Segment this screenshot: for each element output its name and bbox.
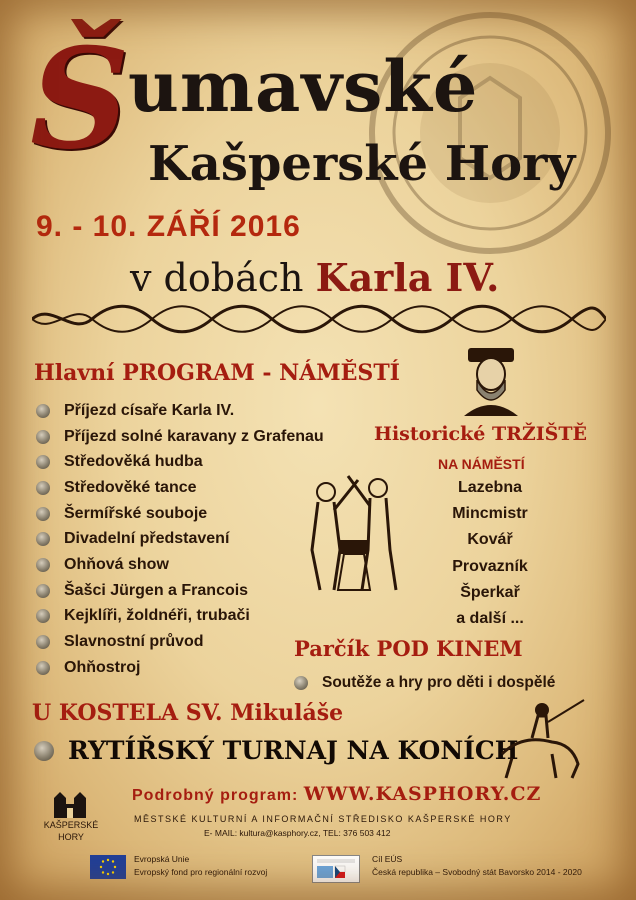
list-item <box>36 629 324 655</box>
ornament-divider-icon <box>32 302 606 336</box>
list-item <box>36 655 324 681</box>
list-item-label: Příjezd císaře Karla IV. <box>64 401 235 419</box>
stone-bullet-icon <box>36 558 50 572</box>
eu-line-2: Evropský fond pro regionální rozvoj <box>134 867 268 877</box>
list-item <box>36 552 324 578</box>
knight-icon <box>492 694 588 780</box>
list-item: Lazebna <box>457 479 522 496</box>
park-heading: Parčík POD KINEM <box>294 636 523 661</box>
title-initial: Š <box>30 17 130 180</box>
main-program-heading: Hlavní PROGRAM - NÁMĚSTÍ <box>34 360 400 386</box>
stone-bullet-icon <box>36 635 50 649</box>
list-item-label: Kejklíři, žoldnéři, trubači <box>64 607 250 625</box>
church-item-label: RYTÍŘSKÝ TURNAJ NA KONÍCH <box>68 736 519 765</box>
stone-bullet-icon <box>36 481 50 495</box>
list-item: Provazník <box>452 557 528 575</box>
logo-line-2: HORY <box>58 831 84 842</box>
blacksmiths-icon <box>298 470 408 600</box>
stone-bullet-icon <box>34 741 54 761</box>
list-item <box>36 475 324 501</box>
list-item-label: Středověké tance <box>64 478 197 496</box>
park-item-label: Soutěže a hry pro děti i dospělé <box>322 674 556 691</box>
stone-bullet-icon <box>36 532 50 546</box>
list-item-label: Šermířské souboje <box>64 504 208 522</box>
stone-bullet-icon <box>36 609 50 623</box>
contact-info: E- MAIL: kultura@kasphory.cz, TEL: 376 503 412 <box>204 828 391 838</box>
logo-line-1: KAŠPERSKÉ <box>43 820 99 830</box>
title-town: Kašperské Hory <box>148 136 576 192</box>
list-item-label: Šašci Jürgen a Francois <box>64 581 249 599</box>
king-portrait-icon <box>460 344 522 416</box>
main-program-list <box>36 398 324 681</box>
list-item <box>36 526 324 552</box>
list-item-label: Slavnostní průvod <box>64 633 204 651</box>
list-item <box>36 604 324 630</box>
stone-bullet-icon <box>36 455 50 469</box>
program-label: Podrobný program: <box>132 787 299 804</box>
town-logo-text <box>36 820 106 843</box>
stone-bullet-icon <box>294 676 308 690</box>
market-subheading: NA NÁMĚSTÍ <box>438 456 525 472</box>
era-line <box>130 255 499 300</box>
list-item-label: Ohňostroj <box>64 658 141 676</box>
list-item: a další ... <box>456 609 524 627</box>
list-item <box>36 424 324 450</box>
market-heading: Historické TRŽIŠTĚ <box>374 423 588 445</box>
event-date: 9. - 10. ZÁŘÍ 2016 <box>36 210 301 243</box>
list-item <box>36 501 324 527</box>
partner-logo-icon <box>312 855 360 883</box>
list-item <box>36 578 324 604</box>
park-item <box>294 674 555 692</box>
list-item-label: Ohňová show <box>64 555 169 573</box>
town-logo-icon <box>52 788 88 818</box>
partner-line-2: Česká republika – Svobodný stát Bavorsko 2014 - 2020 <box>372 867 582 877</box>
eu-flag-icon <box>90 855 126 879</box>
program-link[interactable]: WWW.KASPHORY.CZ <box>303 783 542 805</box>
list-item <box>36 398 324 424</box>
market-list <box>420 479 560 636</box>
church-item <box>34 736 518 765</box>
program-line <box>132 783 541 805</box>
organizer: MĚSTSKÉ KULTURNÍ A INFORMAČNÍ STŘEDISKO KAŠPERSKÉ HORY <box>134 814 512 824</box>
stone-bullet-icon <box>36 507 50 521</box>
era-name: Karla IV. <box>315 255 500 300</box>
list-item-label: Středověká hudba <box>64 453 203 471</box>
church-heading: U KOSTELA SV. Mikuláše <box>32 700 344 726</box>
eu-line-1: Evropská Unie <box>134 854 190 864</box>
list-item: Kovář <box>467 531 513 549</box>
stone-bullet-icon <box>36 661 50 675</box>
partner-line-1: Cíl EÚS <box>372 854 403 864</box>
era-prefix: v dobách <box>130 256 304 300</box>
stone-bullet-icon <box>36 430 50 444</box>
stone-bullet-icon <box>36 404 50 418</box>
list-item-label: Divadelní představení <box>64 530 230 548</box>
list-item-label: Příjezd solné karavany z Grafenau <box>64 427 324 445</box>
list-item: Mincmistr <box>452 505 528 523</box>
list-item: Šperkař <box>460 583 520 601</box>
list-item <box>36 449 324 475</box>
stone-bullet-icon <box>36 584 50 598</box>
title-main: umavské <box>128 45 479 128</box>
